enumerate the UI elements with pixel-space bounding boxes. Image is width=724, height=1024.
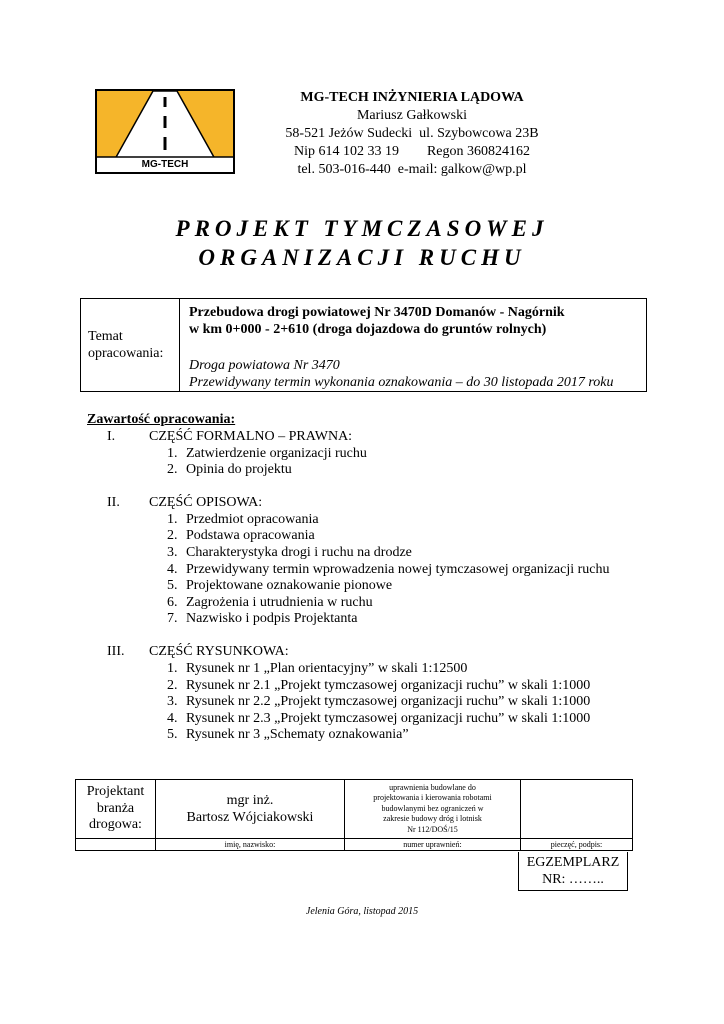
list-item [87, 446, 647, 463]
item-text: Przewidywany termin wprowadzenia nowej tymczasowej organizacji ruchu [186, 561, 610, 577]
section-title: CZĘŚĆ FORMALNO – PRAWNA: [149, 428, 353, 444]
signature-table [75, 779, 628, 851]
item-text: Rysunek nr 2.2 „Projekt tymczasowej organizacji ruchu” w skali 1:1000 [186, 694, 591, 710]
item-number: 5. [167, 727, 178, 743]
copy-label: EGZEMPLARZ [526, 855, 620, 870]
list-item [87, 528, 647, 545]
title-line-2: ORGANIZACJI RUCHU [198, 245, 526, 270]
designer-name-cell [156, 780, 345, 839]
topic-title-line-1: Przebudowa drogi powiatowej Nr 3470D Domanów - Nagórnik [189, 305, 565, 320]
copy-number: NR: …….. [542, 872, 604, 887]
list-item [87, 711, 647, 728]
contents-list [87, 412, 647, 744]
company-logo [95, 89, 235, 174]
permission-line-3: budowlanymi bez ograniczeń w [381, 803, 484, 813]
section-number: I. [107, 428, 116, 444]
place-date: Jelenia Góra, listopad 2015 [305, 906, 419, 917]
section-title: CZĘŚĆ RYSUNKOWA: [149, 643, 289, 659]
designer-role-line-3: drogowa: [89, 817, 142, 833]
empty-caption-cell [76, 839, 156, 851]
designer-name: Bartosz Wójciakowski [186, 810, 314, 825]
topic-table [80, 298, 647, 392]
item-number: 6. [167, 594, 178, 610]
caption-number: numer uprawnień: [345, 839, 521, 851]
title-line-1: PROJEKT TYMCZASOWEJ [175, 216, 549, 241]
item-number: 2. [167, 677, 178, 693]
list-item [87, 694, 647, 711]
item-text: Przedmiot opracowania [186, 511, 319, 527]
section-heading [87, 644, 647, 661]
list-item [87, 595, 647, 612]
company-info [250, 89, 574, 179]
list-item [87, 661, 647, 678]
list-item [87, 545, 647, 562]
item-text: Zatwierdzenie organizacji ruchu [186, 445, 367, 461]
list-item [87, 727, 647, 744]
item-text: Projektowane oznakowanie pionowe [186, 578, 393, 594]
topic-label-line-1: Temat [88, 329, 123, 344]
item-number: 4. [167, 561, 178, 577]
item-text: Nazwisko i podpis Projektanta [186, 611, 358, 627]
copy-number-box [518, 852, 628, 891]
stamp-cell [521, 780, 633, 839]
item-text: Opinia do projektu [186, 462, 292, 478]
topic-content [189, 304, 644, 391]
item-text: Rysunek nr 2.1 „Projekt tymczasowej organizacji ruchu” w skali 1:1000 [186, 677, 591, 693]
item-text: Rysunek nr 1 „Plan orientacyjny” w skali 1:12500 [186, 660, 468, 676]
item-text: Podstawa opracowania [186, 528, 315, 544]
list-item [87, 578, 647, 595]
designer-title: mgr inż. [226, 793, 274, 808]
company-name: MG-TECH INŻYNIERIA LĄDOWA [300, 90, 524, 105]
section-heading [87, 495, 647, 512]
designer-role-line-1: Projektant [86, 784, 145, 800]
logo-text: MG-TECH [141, 159, 189, 170]
list-item [87, 562, 647, 579]
item-text: Zagrożenia i utrudnienia w ruchu [186, 594, 373, 610]
list-item [87, 611, 647, 628]
section-heading [87, 429, 647, 446]
item-number: 7. [167, 611, 178, 627]
item-number: 3. [167, 544, 178, 560]
item-text: Charakterystyka drogi i ruchu na drodze [186, 544, 412, 560]
topic-deadline: Przewidywany termin wykonania oznakowania – do 30 listopada 2017 roku [189, 375, 614, 390]
item-number: 3. [167, 694, 178, 710]
section-title: CZĘŚĆ OPISOWA: [149, 494, 263, 510]
item-number: 1. [167, 511, 178, 527]
caption-stamp: pieczęć, podpis: [521, 839, 633, 851]
section-number: III. [107, 643, 125, 659]
designer-role-line-2: branża [96, 800, 135, 816]
item-number: 1. [167, 445, 178, 461]
permission-line-1: uprawnienia budowlane do [389, 782, 476, 792]
section-number: II. [107, 494, 120, 510]
item-text: Rysunek nr 2.3 „Projekt tymczasowej organizacji ruchu” w skali 1:1000 [186, 710, 591, 726]
topic-title-line-2: w km 0+000 - 2+610 (droga dojazdowa do gruntów rolnych) [189, 322, 547, 337]
company-contact: tel. 503-016-440 e-mail: galkow@wp.pl [297, 162, 527, 177]
item-number: 4. [167, 710, 178, 726]
company-address: 58-521 Jeżów Sudecki ul. Szybowcowa 23B [285, 126, 539, 141]
list-item [87, 462, 647, 479]
company-owner: Mariusz Gałkowski [356, 108, 468, 123]
permission-number: Nr 112/DOŚ/15 [407, 824, 458, 834]
permission-line-4: zakresie budowy dróg i lotnisk [383, 814, 482, 824]
designer-role-cell [76, 780, 156, 839]
company-nip-regon: Nip 614 102 33 19 Regon 360824162 [293, 144, 531, 159]
contents-heading: Zawartość opracowania: [87, 412, 236, 427]
topic-road: Droga powiatowa Nr 3470 [189, 358, 340, 373]
caption-name: imię, nazwisko: [156, 839, 345, 851]
item-text: Rysunek nr 3 „Schematy oznakowania” [186, 727, 409, 743]
item-number: 1. [167, 660, 178, 676]
item-number: 5. [167, 578, 178, 594]
permission-cell [345, 780, 521, 839]
document-title [0, 214, 724, 272]
permission-line-2: projektowania i kierowania robotami [373, 793, 492, 803]
topic-label-line-2: opracowania: [88, 346, 164, 361]
list-item [87, 512, 647, 529]
topic-label [81, 299, 180, 391]
item-number: 2. [167, 528, 178, 544]
item-number: 2. [167, 462, 178, 478]
list-item [87, 678, 647, 695]
